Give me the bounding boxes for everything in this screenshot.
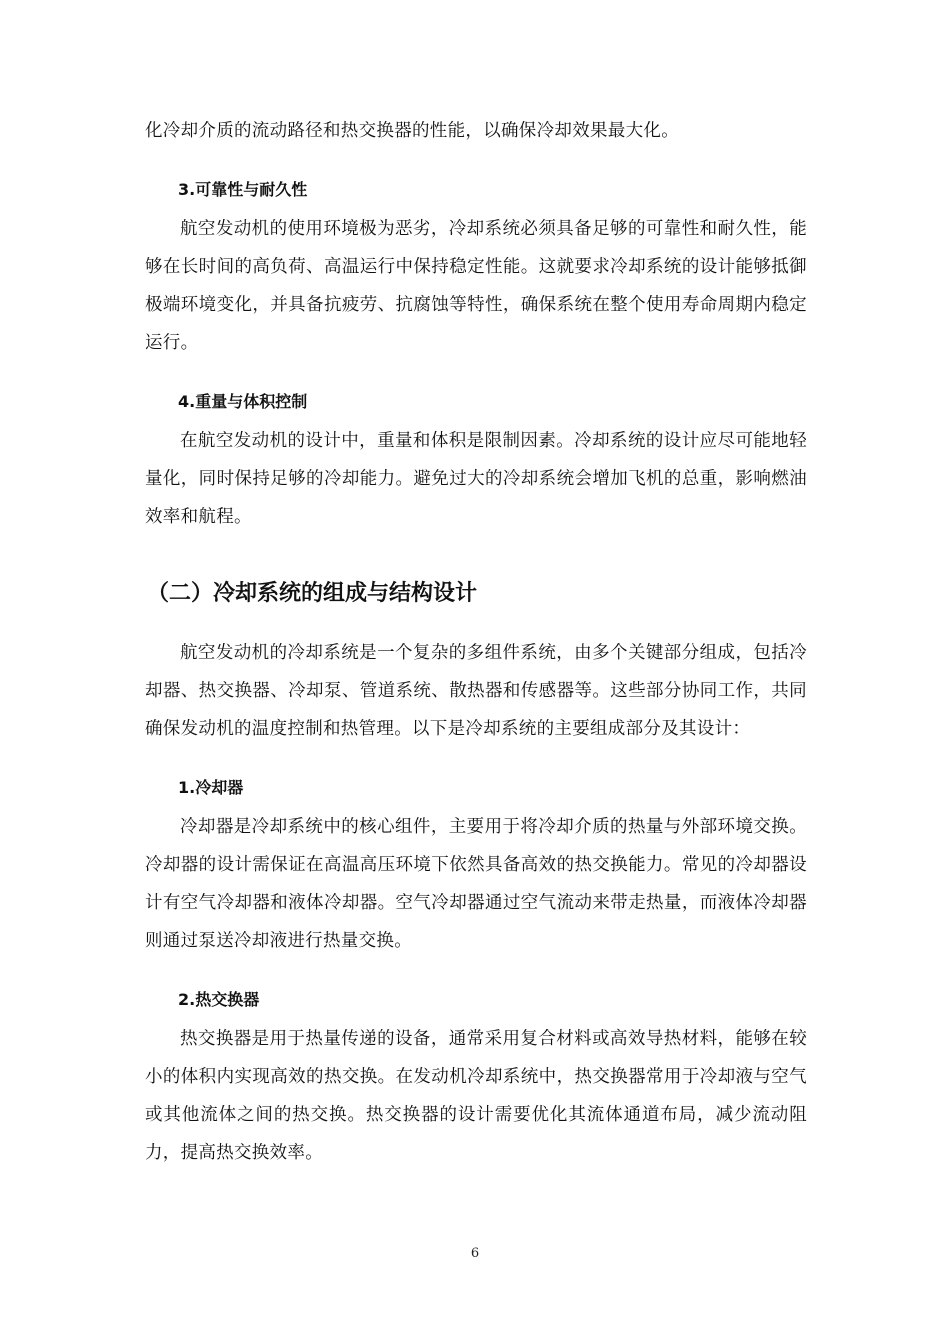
- page-content: [145, 112, 807, 1172]
- page-number: 6: [470, 1246, 480, 1261]
- paragraph-reliability: 航空发动机的使用环境极为恶劣，冷却系统必须具备足够的可靠性和耐久性，能够在长时间的高负荷、高温运行中保持稳定性能。这就要求冷却系统的设计能够抵御极端环境变化，并具备抗疲劳、抗腐蚀等特性，确保系统在整个使用寿命周期内稳定运行。: [145, 219, 807, 353]
- section-title: （二）冷却系统的组成与结构设计: [147, 581, 478, 606]
- paragraph-heat-exchanger: 热交换器是用于热量传递的设备，通常采用复合材料或高效导热材料，能够在较小的体积内实现高效的热交换。在发动机冷却系统中，热交换器常用于冷却液与空气或其他流体之间的热交换。热交换器的设计需要优化其流体通道布局，减少流动阻力，提高热交换效率。: [145, 1029, 807, 1163]
- subheading-cooler: 1.冷却器: [178, 778, 244, 797]
- paragraph-intro: 航空发动机的冷却系统是一个复杂的多组件系统，由多个关键部分组成，包括冷却器、热交换器、冷却泵、管道系统、散热器和传感器等。这些部分协同工作，共同确保发动机的温度控制和热管理。以下是冷却系统的主要组成部分及其设计：: [145, 643, 807, 739]
- subheading-weight: 4.重量与体积控制: [178, 392, 308, 411]
- paragraph-continued: 化冷却介质的流动路径和热交换器的性能，以确保冷却效果最大化。: [145, 121, 679, 141]
- subheading-heat-exchanger: 2.热交换器: [178, 990, 260, 1009]
- paragraph-weight: 在航空发动机的设计中，重量和体积是限制因素。冷却系统的设计应尽可能地轻量化，同时保持足够的冷却能力。避免过大的冷却系统会增加飞机的总重，影响燃油效率和航程。: [145, 431, 807, 527]
- subheading-reliability: 3.可靠性与耐久性: [178, 180, 308, 199]
- paragraph-cooler: 冷却器是冷却系统中的核心组件，主要用于将冷却介质的热量与外部环境交换。冷却器的设计需保证在高温高压环境下依然具备高效的热交换能力。常见的冷却器设计有空气冷却器和液体冷却器。空气冷却器通过空气流动来带走热量，而液体冷却器则通过泵送冷却液进行热量交换。: [145, 817, 807, 951]
